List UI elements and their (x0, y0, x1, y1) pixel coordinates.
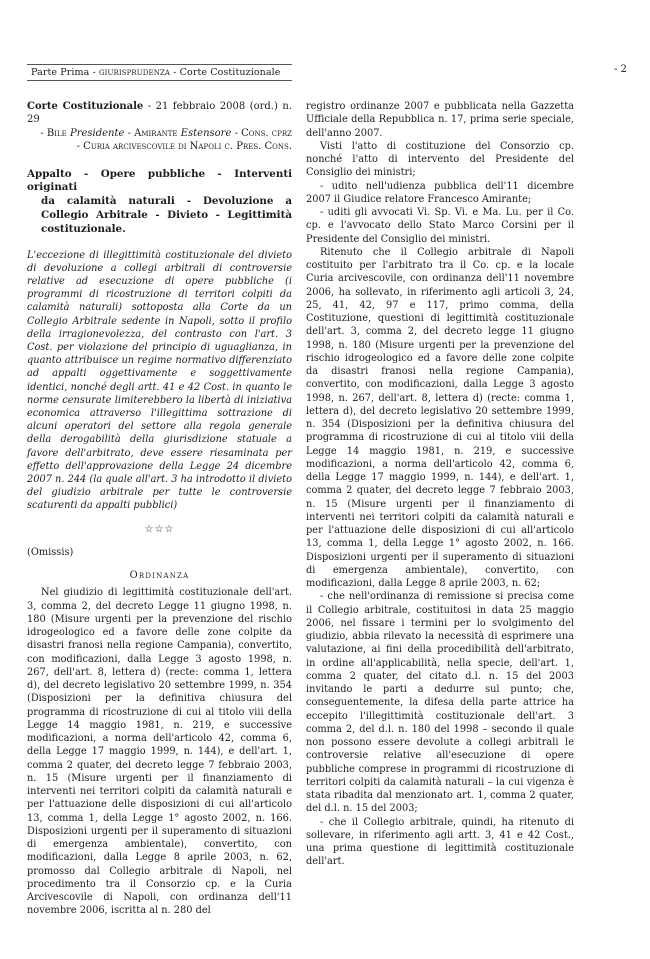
citation-court: Corte Costituzionale (27, 101, 144, 112)
header-section: Parte Prima (31, 67, 90, 78)
left-column (27, 100, 292, 918)
decision-citation (27, 100, 292, 154)
page-number: - 2 (614, 64, 627, 75)
paragraph-remissione: - che nell'ordinanza di remissione si precisa come il Collegio arbitrale, costituitosi in data 25 maggio 2006, nel fissare i termini per lo svolgimento del giudizio, abbia rilevato la necessità di esprimere una valutazione, ai fini della procedibilità dell'arbitrato, in ordine all'applicabilità, nella specie, dell'art. 1, comma 2 quater, del citato d.l. n. 15 del 2003 invitando le parti a dedurre sul punto; che, conseguentemente, la difesa della parte attrice ha eccepito l'illegittimità costituzionale dell'art. 3 comma 2, del d.l. n. 180 del 1998 – secondo il quale non possono essere devolute a collegi arbitrali le controversie relative all'esecuzione di opere pubbliche comprese in programmi di ricostruzione di territori colpiti da calamità naturali – la cui vigenza è stata ribadita dal menzionato art. 1, comma 2 quater, del d.l. n. 15 del 2003; (306, 591, 574, 815)
paragraph-visti: Visti l'atto di costituzione del Consorzio cp. nonché l'atto di intervento del Presidente del Consiglio dei ministri; (306, 140, 574, 179)
ordinanza-paragraph-cont: registro ordinanze 2007 e pubblicata nella Gazzetta Ufficiale della Repubblica n. 17, prima serie speciale, dell'anno 2007. (306, 101, 574, 139)
paragraph-udito: - udito nell'udienza pubblica dell'11 dicembre 2007 il Giudice relatore Francesco Amirante; (306, 180, 574, 205)
ordinanza-heading: Ordinanza (129, 570, 190, 582)
header-separator-2: - (170, 67, 180, 78)
ordinanza-paragraph: Nel giudizio di legittimità costituzionale dell'art. 3, comma 2, del decreto Legge 11 giugno 1998, n. 180 (Misure urgenti per la prevenzione del rischio idrogeologico ed a favore delle zone colpite da disastri franosi nella regione Campania), convertito, con modificazioni, dalla Legge 3 agosto 1998, n. 267, dell'art. 8, lettera d) (recte: comma 1, lettera d), del decreto legislativo 20 settembre 1999, n. 354 (Disposizioni per la definitiva chiusura del programma di ricostruzione di cui al titolo viii della Legge 14 maggio 1981, n. 219, e successive modificazioni, a norma dell'articolo 42, comma 6, della Legge 17 maggio 1999, n. 144), e dell'art. 1, comma 2 quater, del decreto legge 7 febbraio 2003, n. 15 (Misure urgenti per il finanziamento di interventi nei territori colpiti da calamità naturali e per l'attuazione delle disposizioni di cui all'articolo 13, comma 1, della Legge 1° agosto 2002, n. 166. Disposizioni urgenti per il superamento di situazioni di emergenza ambientale), convertito, con modificazioni, dalla Legge 8 aprile 2003, n. 62, promosso dal Collegio arbitrale di Napoli, nel procedimento tra il Consorzio cp. e la Curia Arcivescovile di Napoli, con ordinanza dell'11 novembre 2006, iscritta al n. 280 del (27, 587, 292, 917)
section-divider-stars: ☆☆☆ (144, 523, 175, 535)
massima-title-first: Appalto - Opere pubbliche - Interventi originati (27, 167, 292, 194)
citation-date: - 21 febbraio 2008 (ord.) n. 29 (27, 101, 292, 126)
header-rule-top (27, 64, 292, 65)
citation-dash: - (40, 127, 47, 139)
paragraph-uditi: - uditi gli avvocati Vi. Sp. Vi. e Ma. Lu. per il Co. cp. e l'avvocato dello Stato Marco Corsini per il Presidente del Consiglio dei ministri. (306, 207, 574, 245)
massima-title-rest: da calamità naturali - Devoluzione a Collegio Arbitrale - Divieto - Legittimità costituzionale. (41, 195, 292, 235)
citation-president: Bile (46, 127, 67, 139)
paragraph-collegio: - che il Collegio arbitrale, quindi, ha ritenuto di sollevare, in riferimento agli artt. 3, 41 e 42 Cost., una prima questione di legittimità costituzionale dell'art. (306, 816, 574, 868)
massima-body: L'eccezione di illegittimità costituzionale del divieto di devoluzione a collegi arbitrali di controversie relative ad esecuzione di opere pubbliche (i programmi di ricostruzione di territori colpiti da calamità naturali) sottoposta alla Corte da un Collegio Arbitrale sedente in Napoli, sotto il profilo della irragionevolezza, del contrasto con l'art. 3 Cost. per violazione del principio di uguaglianza, in quanto attribuisce un regime normativo differenziato ad appalti oggettivamente e soggettivamente identici, nonché degli artt. 41 e 42 Cost. in quanto le norme censurate limiterebbero la libertà di iniziativa economica attraverso l'illegittima sottrazione di alcuni operatori del settore alla regola generale della derogabilità della giurisdizione statuale a favore dell'arbitrato, deve essere riesaminata per effetto dell'approvazione della Legge 24 dicembre 2007 n. 244 (la quale all'art. 3 ha introdotto il divieto del giudizio arbitrale per tutte le controversie scaturenti da appalti pubblici) (27, 249, 292, 512)
omissis-note: (Omissis) (27, 546, 74, 558)
citation-president-role: Presidente - (66, 127, 135, 139)
header-category: giurisprudenza (98, 67, 171, 78)
citation-consiglio: Cons. cprz (241, 127, 292, 139)
citation-relatore: Amirante (134, 127, 178, 139)
massima-title (27, 168, 292, 237)
citation-parties: - Curia arcivescovile di Napoli c. Pres. Cons. (76, 141, 292, 153)
header-separator: - (89, 67, 99, 78)
header-court: Corte Costituzionale (179, 67, 281, 78)
running-header (31, 67, 281, 78)
header-rule-bottom (27, 80, 292, 81)
right-column (306, 100, 574, 869)
citation-relatore-role: Estensore - (177, 127, 242, 139)
paragraph-ritenuto: Ritenuto che il Collegio arbitrale di Napoli costituito per l'arbitrato tra il Co. cp. e la locale Curia arcivescovile, con ordinanza dell'11 novembre 2006, ha sollevato, in riferimento agli articoli 3, 24, 25, 41, 42, 97 e 117, primo comma, della Costituzione, questioni di legittimità costituzionale dell'art. 3, comma 2, del decreto legge 11 giugno 1998, n. 180 (Misure urgenti per la prevenzione del rischio idrogeologico ed a favore delle zone colpite da disastri franosi nella regione Campania), convertito, con modificazioni, dalla Legge 3 agosto 1998, n. 267, dell'art. 8, lettera d) (recte: comma 1, lettera d), del decreto legislativo 20 settembre 1999, n. 354 (Disposizioni per la definitiva chiusura del programma di ricostruzione di cui al titolo viii della Legge 14 maggio 1981, n. 219, e successive modificazioni, a norma dell'articolo 42, comma 6, della Legge 17 maggio 1999, n. 144), e dell'art. 1, comma 2 quater, del decreto legge 7 febbraio 2003, n. 15 (Misure urgenti per il finanziamento di interventi nei territori colpiti da calamità naturali e per l'attuazione delle disposizioni di cui all'articolo 13, comma 1, della Legge 1° agosto 2002, n. 166. Disposizioni urgenti per il superamento di situazioni di emergenza ambientale), convertito, con modificazioni, dalla Legge 8 aprile 2003, n. 62; (306, 246, 574, 589)
